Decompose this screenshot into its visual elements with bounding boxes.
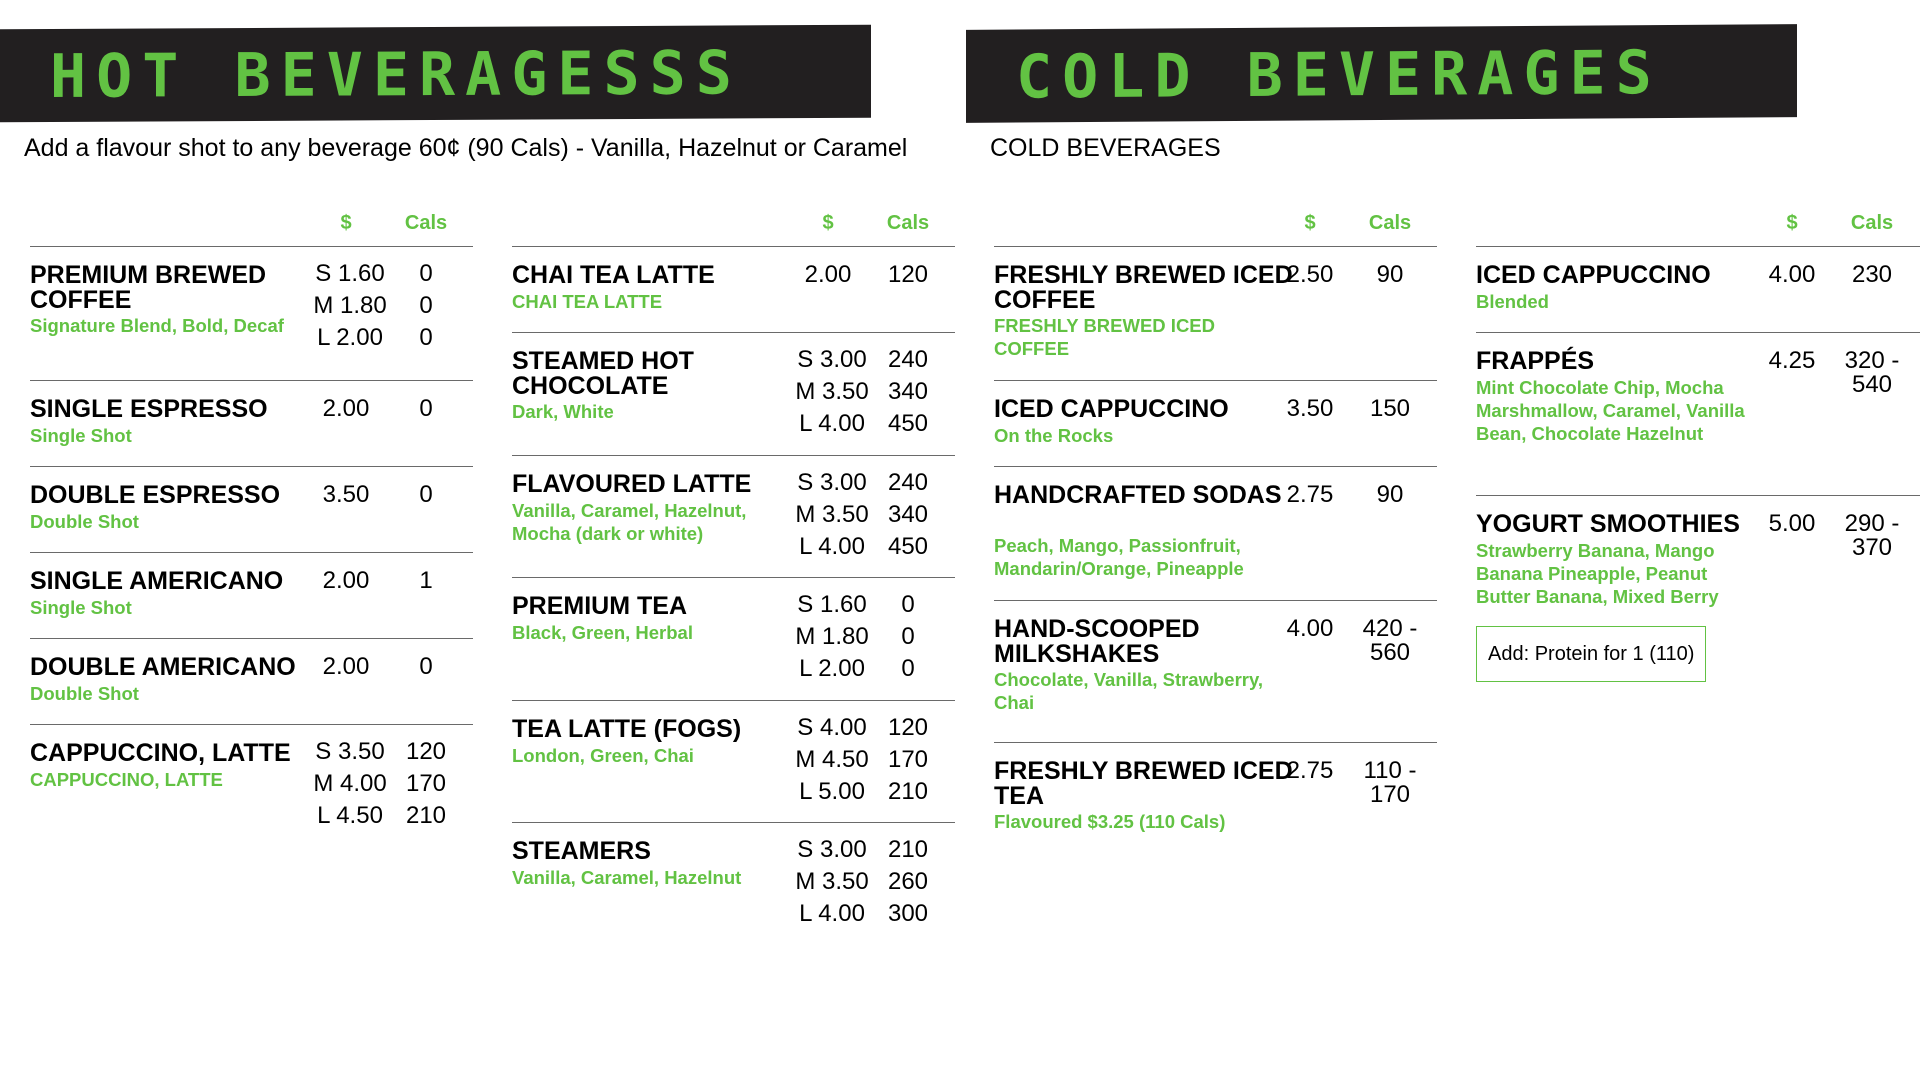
menu-item [30, 381, 473, 467]
menu-item [1476, 496, 1920, 626]
item-calories: 240 [887, 469, 929, 496]
item-name: STEAMERS [512, 837, 651, 865]
menu-item [994, 601, 1437, 743]
item-calories: 230 [1851, 261, 1893, 288]
item-name: TEA LATTE (FOGS) [512, 715, 742, 743]
menu-item [512, 456, 955, 578]
column-header [1476, 200, 1920, 247]
addon-box-wrap [1476, 626, 1920, 686]
item-price: 2.75 [1286, 481, 1334, 508]
item-price: M 4.50 [795, 746, 869, 773]
item-calories: 0 [419, 324, 433, 351]
menu-item [30, 725, 473, 845]
item-price: L 4.00 [799, 900, 865, 927]
item-calories: 0 [901, 591, 915, 618]
item-name: FLAVOURED LATTE [512, 470, 752, 498]
item-price: M 3.50 [795, 378, 869, 405]
item-calories: 150 [1369, 395, 1411, 422]
menu-column-cold-2 [1476, 200, 1920, 686]
item-calories: 320 - 540 [1844, 347, 1900, 398]
item-name: ICED CAPPUCCINO [1476, 261, 1711, 289]
item-calories: 300 [887, 900, 929, 927]
menu-item [512, 578, 955, 701]
item-name: STEAMED HOT CHOCOLATE [512, 347, 694, 400]
menu-item [1476, 333, 1920, 496]
column-header [994, 200, 1437, 247]
item-description: Double Shot [30, 511, 139, 532]
column-header [512, 200, 955, 247]
item-description: Blended [1476, 291, 1549, 312]
item-calories: 0 [419, 395, 433, 422]
item-price: M 3.50 [795, 501, 869, 528]
item-name: FRAPPÉS [1476, 347, 1595, 375]
item-name: SINGLE AMERICANO [30, 567, 284, 595]
item-price: L 4.00 [799, 410, 865, 437]
calories-header: Cals [1850, 212, 1894, 234]
item-price: L 4.00 [799, 533, 865, 560]
item-price: 3.50 [322, 481, 370, 508]
item-calories: 420 - 560 [1362, 615, 1418, 666]
item-price: S 3.00 [797, 346, 867, 373]
item-description: Vanilla, Caramel, Hazelnut, Mocha (dark or white) [512, 500, 747, 544]
menu-column-hot-2 [512, 200, 955, 943]
menu-item [512, 701, 955, 823]
item-description: Peach, Mango, Passionfruit, Mandarin/Orange, Pineapple [994, 535, 1244, 579]
item-description: Signature Blend, Bold, Decaf [30, 315, 284, 336]
cold-beverages-subtitle: COLD BEVERAGES [990, 134, 1221, 162]
item-description: London, Green, Chai [512, 745, 694, 766]
item-price: L 4.50 [317, 802, 383, 829]
item-price: 2.50 [1286, 261, 1334, 288]
item-price: L 5.00 [799, 778, 865, 805]
menu-item [30, 553, 473, 639]
item-price: L 2.00 [317, 324, 383, 351]
item-calories: 0 [419, 653, 433, 680]
item-description: Strawberry Banana, Mango Banana Pineapple, Peanut Butter Banana, Mixed Berry [1476, 540, 1719, 607]
item-price: M 4.00 [313, 770, 387, 797]
item-price: S 4.00 [797, 714, 867, 741]
item-name: PREMIUM TEA [512, 592, 687, 620]
item-price: 4.00 [1768, 261, 1816, 288]
menu-item [512, 823, 955, 943]
item-description: Vanilla, Caramel, Hazelnut [512, 867, 742, 888]
item-price: 2.00 [804, 261, 852, 288]
calories-header: Cals [1368, 212, 1412, 234]
hot-beverages-banner [0, 25, 871, 123]
item-calories: 0 [419, 481, 433, 508]
item-price: 2.75 [1286, 757, 1334, 784]
item-price: 3.50 [1286, 395, 1334, 422]
menu-item [994, 467, 1437, 601]
item-description: Double Shot [30, 683, 139, 704]
price-header: $ [1304, 212, 1316, 234]
item-calories: 210 [887, 778, 929, 805]
item-name: HANDCRAFTED SODAS [994, 481, 1282, 509]
item-description: Black, Green, Herbal [512, 622, 693, 643]
item-description: CAPPUCCINO, LATTE [30, 769, 223, 790]
item-calories: 0 [419, 292, 433, 319]
item-description: FRESHLY BREWED ICED COFFEE [994, 315, 1216, 359]
item-calories: 120 [405, 738, 447, 765]
item-price: M 1.80 [313, 292, 387, 319]
item-description: Flavoured $3.25 (110 Cals) [994, 811, 1226, 832]
menu-item [994, 381, 1437, 467]
item-price: 2.00 [322, 567, 370, 594]
item-price: 2.00 [322, 653, 370, 680]
item-calories: 0 [901, 655, 915, 682]
protein-addon-box: Add: Protein for 1 (110) [1476, 626, 1706, 682]
item-calories: 260 [887, 868, 929, 895]
menu-item [512, 247, 955, 333]
item-calories: 0 [419, 260, 433, 287]
item-name: YOGURT SMOOTHIES [1476, 510, 1740, 538]
menu-item [994, 743, 1437, 853]
item-name: FRESHLY BREWED ICED TEA [994, 757, 1293, 810]
item-description: Dark, White [512, 401, 614, 422]
item-name: SINGLE ESPRESSO [30, 395, 268, 423]
menu-item [30, 639, 473, 725]
menu-column-cold-1 [994, 200, 1437, 853]
menu-item [994, 247, 1437, 381]
item-calories: 90 [1376, 261, 1404, 288]
column-header [30, 200, 473, 247]
item-name: CHAI TEA LATTE [512, 261, 715, 289]
menu-column-hot-1 [30, 200, 473, 845]
item-calories: 450 [887, 533, 929, 560]
menu-item [1476, 247, 1920, 333]
item-price: S 3.00 [797, 836, 867, 863]
menu-item [512, 333, 955, 456]
item-description: Mint Chocolate Chip, Mocha Marshmallow, Caramel, Vanilla Bean, Chocolate Hazelnut [1476, 377, 1745, 444]
item-calories: 340 [887, 378, 929, 405]
item-calories: 120 [887, 714, 929, 741]
item-description: Single Shot [30, 597, 132, 618]
item-price: M 1.80 [795, 623, 869, 650]
item-calories: 340 [887, 501, 929, 528]
item-calories: 210 [405, 802, 447, 829]
price-header: $ [1786, 212, 1798, 234]
item-price: 4.25 [1768, 347, 1816, 374]
item-calories: 0 [901, 623, 915, 650]
price-header: $ [822, 212, 834, 234]
calories-header: Cals [404, 212, 448, 234]
item-calories: 120 [887, 261, 929, 288]
item-name: ICED CAPPUCCINO [994, 395, 1229, 423]
item-price: 5.00 [1768, 510, 1816, 537]
item-calories: 170 [887, 746, 929, 773]
item-price: L 2.00 [799, 655, 865, 682]
item-calories: 170 [405, 770, 447, 797]
item-calories: 210 [887, 836, 929, 863]
price-header: $ [340, 212, 352, 234]
cold-beverages-banner [966, 24, 1797, 123]
item-price: S 3.50 [315, 738, 385, 765]
menu-item [30, 467, 473, 553]
item-price: 2.00 [322, 395, 370, 422]
item-description: Chocolate, Vanilla, Strawberry, Chai [994, 669, 1264, 713]
item-price: S 3.00 [797, 469, 867, 496]
item-name: FRESHLY BREWED ICED COFFEE [994, 261, 1293, 314]
item-description: CHAI TEA LATTE [512, 291, 663, 312]
item-calories: 240 [887, 346, 929, 373]
hot-beverages-title: HOT BEVERAGESSS [50, 38, 742, 113]
item-price: M 3.50 [795, 868, 869, 895]
item-calories: 1 [419, 567, 433, 594]
item-name: DOUBLE ESPRESSO [30, 481, 281, 509]
item-price: 4.00 [1286, 615, 1334, 642]
cold-beverages-title: COLD BEVERAGES [1016, 38, 1662, 113]
item-price: S 1.60 [797, 591, 867, 618]
item-calories: 110 - 170 [1363, 757, 1417, 808]
item-name: CAPPUCCINO, LATTE [30, 739, 291, 767]
flavour-shot-note: Add a flavour shot to any beverage 60¢ (90 Cals) - Vanilla, Hazelnut or Caramel [24, 134, 908, 162]
item-calories: 290 - 370 [1844, 510, 1900, 561]
item-price: S 1.60 [315, 260, 385, 287]
item-name: DOUBLE AMERICANO [30, 653, 296, 681]
item-calories: 450 [887, 410, 929, 437]
menu-item [30, 247, 473, 381]
item-description: Single Shot [30, 425, 132, 446]
item-name: PREMIUM BREWED COFFEE [30, 261, 267, 314]
item-calories: 90 [1376, 481, 1404, 508]
item-name: HAND-SCOOPED MILKSHAKES [994, 615, 1200, 668]
calories-header: Cals [886, 212, 930, 234]
item-description: On the Rocks [994, 425, 1114, 446]
